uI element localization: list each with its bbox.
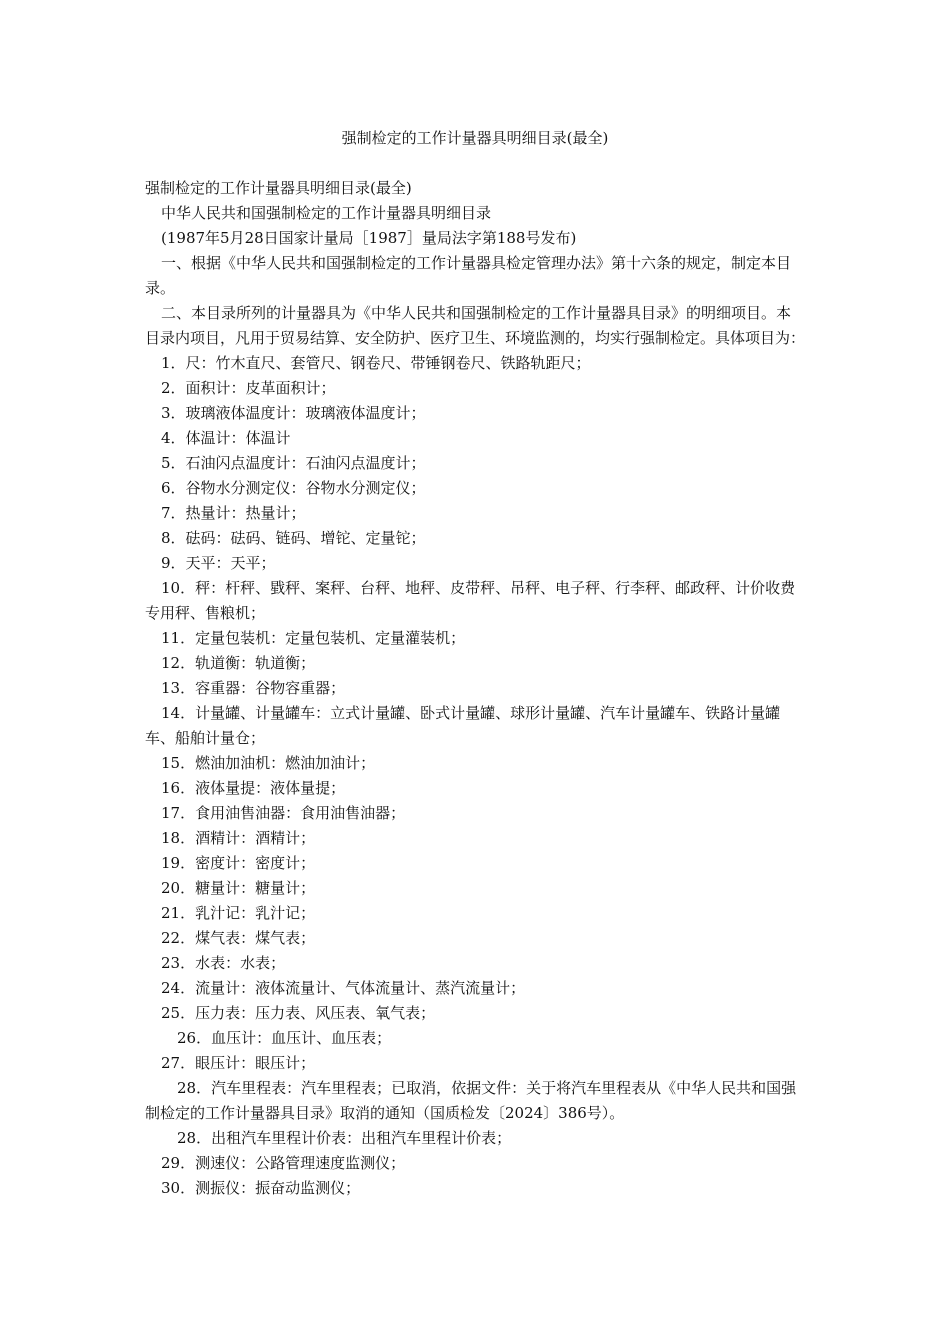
list-item: 28．汽车里程表：汽车里程表；已取消，依据文件：关于将汽车里程表从《中华人民共和国强制检定的工作计量器具目录》取消的通知（国质检发〔2024〕386号）。 [145, 1079, 797, 1122]
list-item: 26．血压计：血压计、血压表； [177, 1029, 392, 1047]
list-item: 16．液体量提：液体量提； [161, 779, 346, 797]
list-item: 4．体温计：体温计 [161, 429, 291, 447]
list-item: 23．水表：水表； [161, 954, 286, 972]
list-item: 14．计量罐、计量罐车：立式计量罐、卧式计量罐、球形计量罐、汽车计量罐车、铁路计量罐车、船舶计量仓； [145, 704, 781, 747]
list-item: 20．糖量计：糖量计； [161, 879, 316, 897]
document-body [145, 176, 805, 1201]
list-item: 24．流量计：液体流量计、气体流量计、蒸汽流量计； [161, 979, 526, 997]
list-item: 6．谷物水分测定仪：谷物水分测定仪； [161, 479, 426, 497]
document-subheading: 中华人民共和国强制检定的工作计量器具明细目录 [161, 204, 492, 222]
list-item: 5．石油闪点温度计：石油闪点温度计； [161, 454, 426, 472]
list-item: 8．砝码：砝码、链码、增铊、定量铊； [161, 529, 426, 547]
document-heading: 强制检定的工作计量器具明细目录(最全) [145, 179, 412, 197]
list-item: 9．天平：天平； [161, 554, 276, 572]
list-item: 2．面积计：皮革面积计； [161, 379, 336, 397]
list-item: 25．压力表：压力表、风压表、氧气表； [161, 1004, 436, 1022]
paragraph-2: 二、本目录所列的计量器具为《中华人民共和国强制检定的工作计量器具目录》的明细项目。本目录内项目，凡用于贸易结算、安全防护、医疗卫生、环境监测的，均实行强制检定。具体项目为： [145, 304, 806, 347]
list-item: 11．定量包装机：定量包装机、定量灌装机； [161, 629, 466, 647]
list-item: 15．燃油加油机：燃油加油计； [161, 754, 376, 772]
list-item: 28．出租汽车里程计价表：出租汽车里程计价表； [177, 1129, 512, 1147]
list-item: 1．尺：竹木直尺、套管尺、钢卷尺、带锤钢卷尺、铁路轨距尺； [161, 354, 591, 372]
list-item: 17．食用油售油器：食用油售油器； [161, 804, 406, 822]
list-item: 22．煤气表：煤气表； [161, 929, 316, 947]
list-item: 12．轨道衡：轨道衡； [161, 654, 316, 672]
list-item: 21．乳汁记：乳汁记； [161, 904, 316, 922]
document-title: 强制检定的工作计量器具明细目录(最全) [341, 129, 609, 147]
list-item: 7．热量计：热量计； [161, 504, 306, 522]
list-item: 27．眼压计：眼压计； [161, 1054, 316, 1072]
list-item: 29．测速仪：公路管理速度监测仪； [161, 1154, 406, 1172]
list-item: 18．酒精计：酒精计； [161, 829, 316, 847]
list-item: 30．测振仪：振奋动监测仪； [161, 1179, 361, 1197]
list-item: 10．秤：杆秤、戥秤、案秤、台秤、地秤、皮带秤、吊秤、电子秤、行李秤、邮政秤、计价收费专用秤、售粮机； [145, 579, 796, 622]
list-item: 3．玻璃液体温度计：玻璃液体温度计； [161, 404, 426, 422]
list-item: 13．容重器：谷物容重器； [161, 679, 346, 697]
paragraph-1: 一、根据《中华人民共和国强制检定的工作计量器具检定管理办法》第十六条的规定，制定本目录。 [145, 254, 792, 297]
issue-note: (1987年5月28日国家计量局［1987］量局法字第188号发布) [161, 229, 577, 247]
list-item: 19．密度计：密度计； [161, 854, 316, 872]
